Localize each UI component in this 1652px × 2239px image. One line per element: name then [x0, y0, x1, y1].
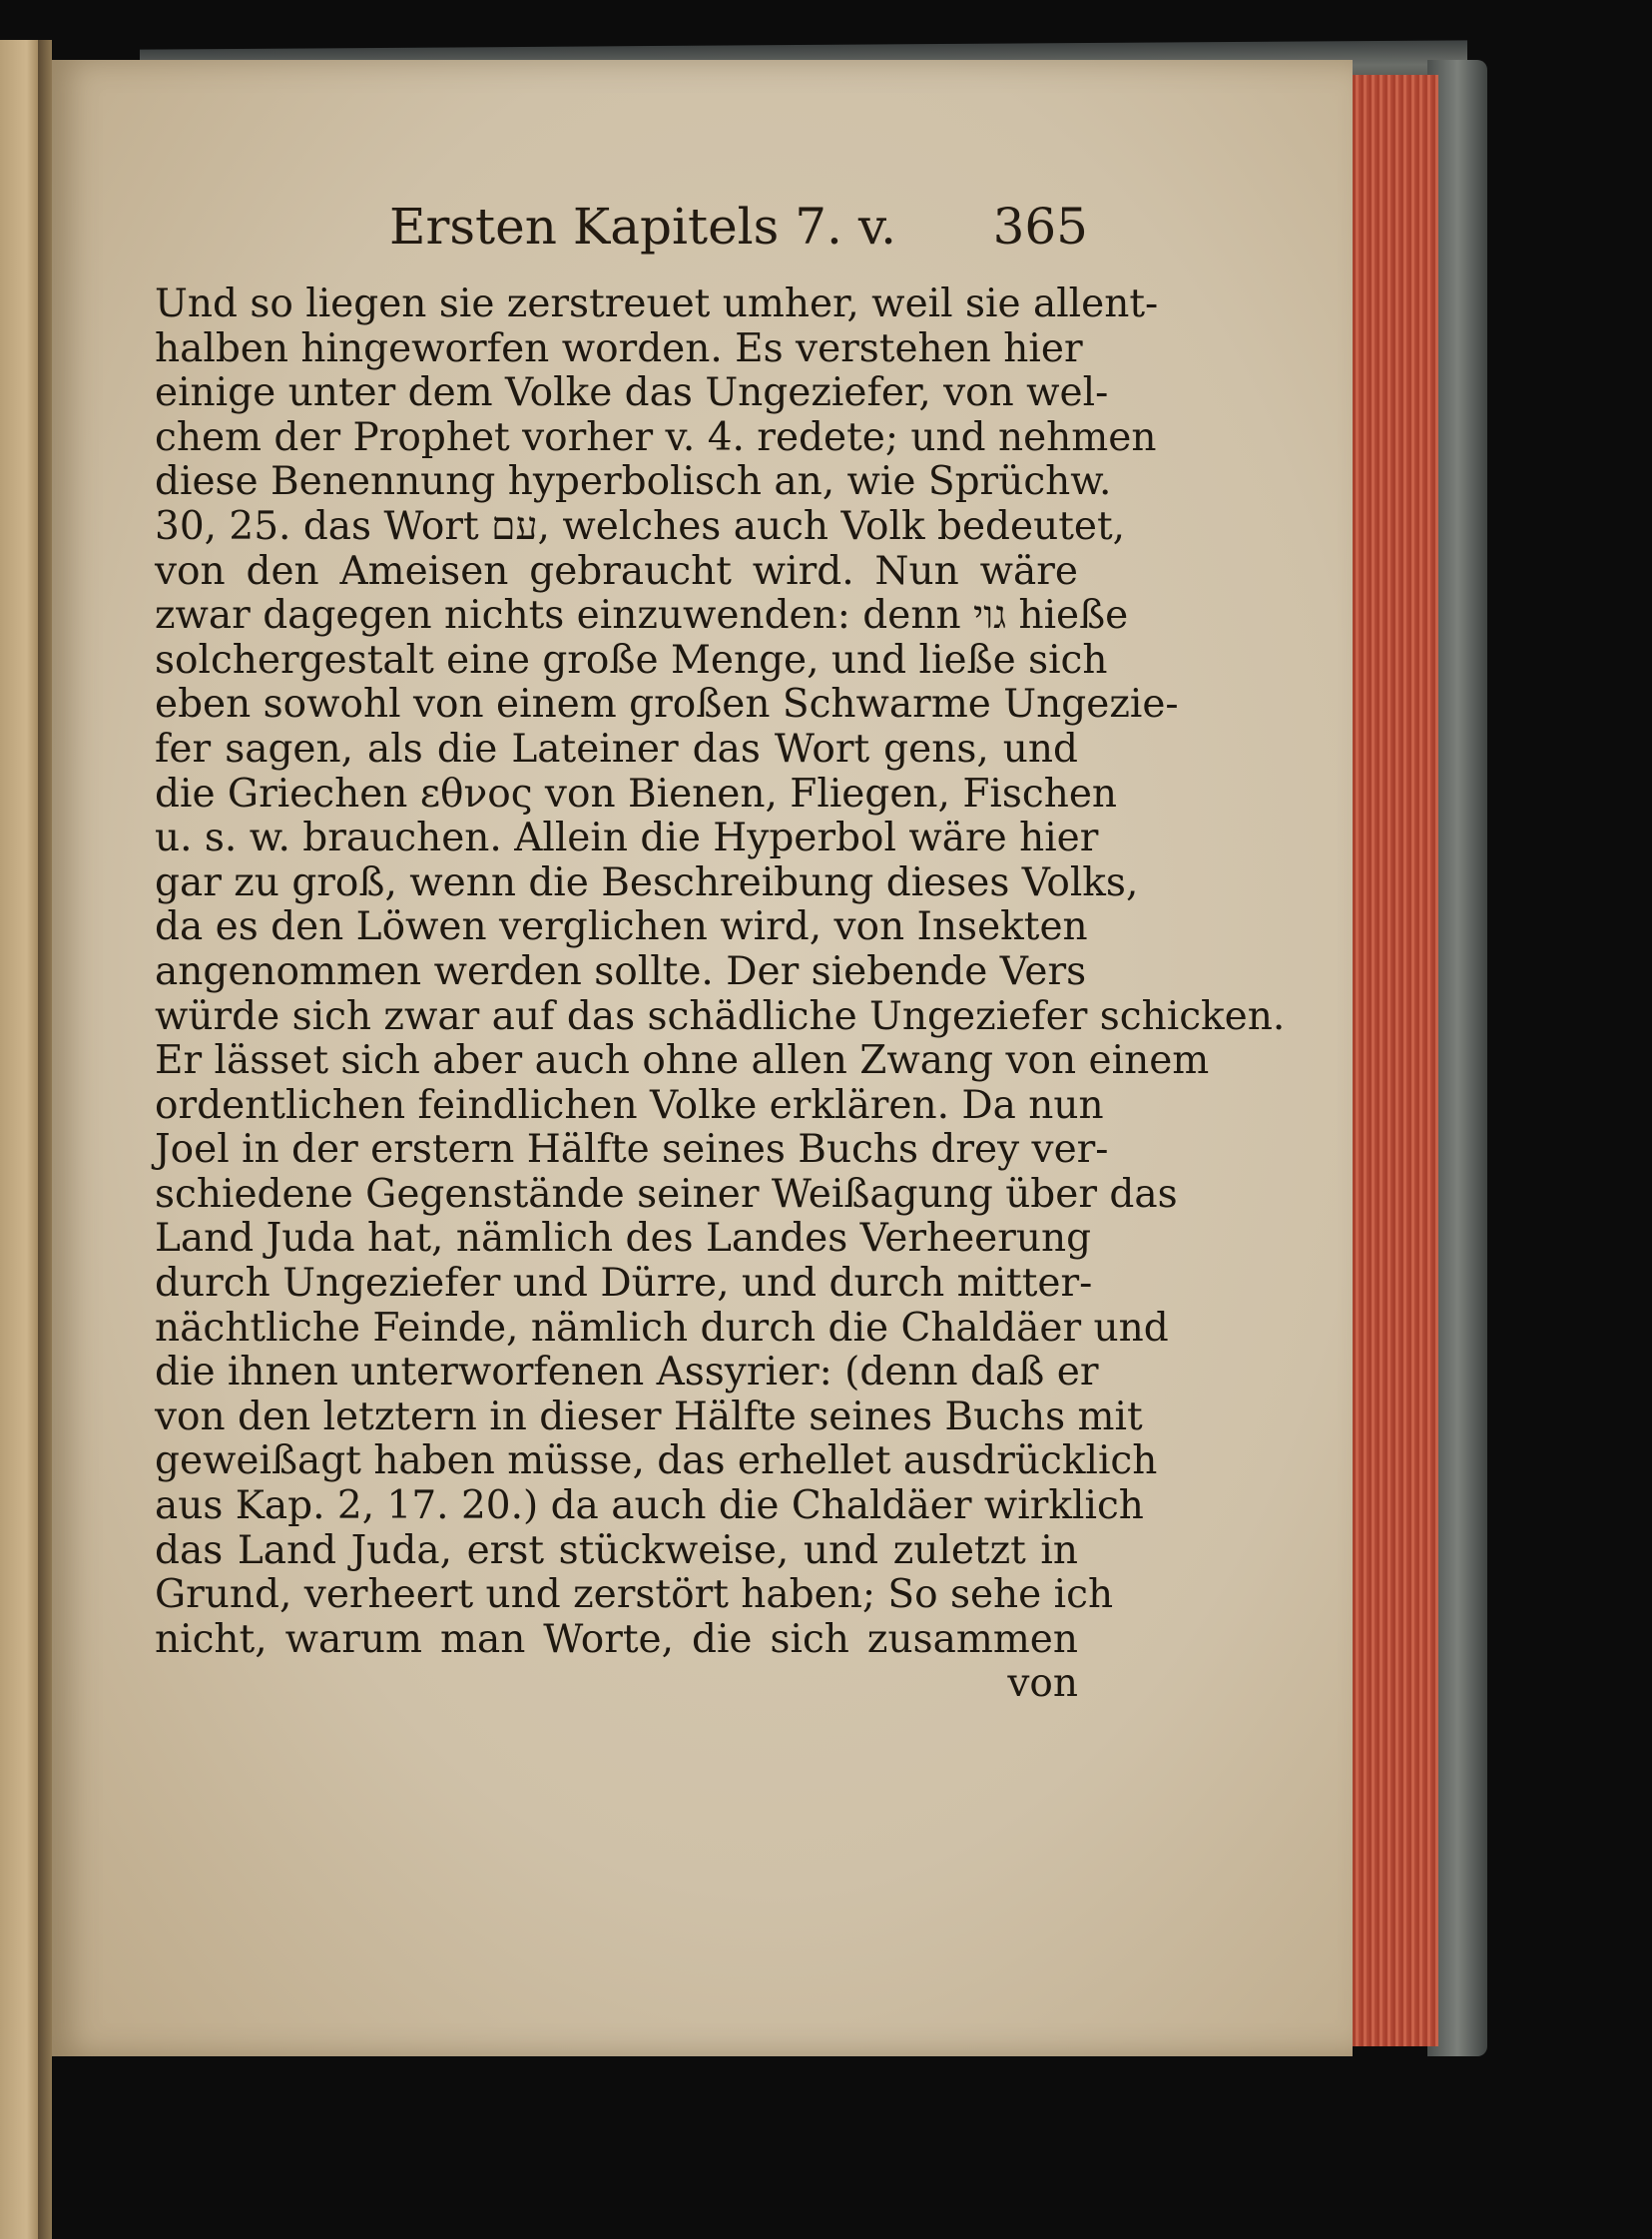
text-line: zwar dagegen nichts einzuwenden: denn גוי hieße — [155, 593, 1129, 639]
text-line: Grund, verheert und zerstört haben; So sehe ich — [155, 1572, 1114, 1618]
text-line: von den Ameisen gebraucht wird. Nun wäre — [155, 548, 1078, 594]
header-title: Ersten Kapitels 7. v. — [389, 198, 897, 256]
text-line: solchergestalt eine große Menge, und ließe sich — [155, 637, 1108, 683]
text-line: die Griechen εθνος von Bienen, Fliegen, Fischen — [155, 771, 1118, 817]
text-line: chem der Prophet vorher v. 4. redete; und nehmen — [155, 414, 1157, 460]
text-line: nicht, warum man Worte, die sich zusammen — [155, 1616, 1078, 1662]
spine-shadow — [38, 40, 52, 2239]
text-line: durch Ungeziefer und Dürre, und durch mitter- — [155, 1261, 1093, 1307]
text-line: Er lässet sich aber auch ohne allen Zwang von einem — [155, 1038, 1210, 1084]
text-line: gar zu groß, wenn die Beschreibung dieses Volks, — [155, 859, 1139, 905]
running-header — [389, 198, 1088, 268]
text-line: nächtliche Feinde, nämlich durch die Chaldäer und — [155, 1305, 1169, 1351]
text-line: Joel in der erstern Hälfte seines Buchs drey ver- — [155, 1127, 1109, 1173]
text-line: u. s. w. brauchen. Allein die Hyperbol wäre hier — [155, 816, 1099, 861]
text-line: schiedene Gegenstände seiner Weißagung über das — [155, 1171, 1178, 1217]
red-page-edges — [1353, 75, 1438, 2046]
text-line: ordentlichen feindlichen Volke erklären. Da nun — [155, 1082, 1104, 1128]
text-line: fer sagen, als die Lateiner das Wort gens, und — [155, 726, 1078, 772]
body-text — [155, 281, 1286, 1707]
text-line: einige unter dem Volke das Ungeziefer, von wel- — [155, 370, 1109, 416]
text-line: 30, 25. das Wort עם, welches auch Volk bedeutet, — [155, 503, 1126, 549]
text-line: von den letztern in dieser Hälfte seines Buchs mit — [155, 1394, 1143, 1439]
left-page-edge — [0, 40, 38, 2239]
text-line: Und so liegen sie zerstreuet umher, weil sie allent- — [155, 281, 1159, 326]
text-line: von — [1007, 1661, 1078, 1707]
text-line: die ihnen unterworfenen Assyrier: (denn daß er — [155, 1350, 1099, 1396]
text-line: diese Benennung hyperbolisch an, wie Sprüchw. — [155, 459, 1112, 505]
text-line: würde sich zwar auf das schädliche Ungeziefer schicken. — [155, 993, 1286, 1039]
text-line: Land Juda hat, nämlich des Landes Verheerung — [155, 1216, 1092, 1262]
text-line: halben hingeworfen worden. Es verstehen hier — [155, 325, 1083, 371]
text-line: aus Kap. 2, 17. 20.) da auch die Chaldäer wirklich — [155, 1483, 1144, 1529]
text-line: geweißagt haben müsse, das erhellet ausdrücklich — [155, 1438, 1158, 1484]
page-number: 365 — [992, 198, 1088, 256]
text-line: das Land Juda, erst stückweise, und zuletzt in — [155, 1527, 1078, 1573]
text-line: eben sowohl von einem großen Schwarme Ungezie- — [155, 682, 1179, 728]
text-line: angenommen werden sollte. Der siebende Vers — [155, 948, 1087, 994]
text-line: da es den Löwen verglichen wird, von Insekten — [155, 904, 1088, 950]
